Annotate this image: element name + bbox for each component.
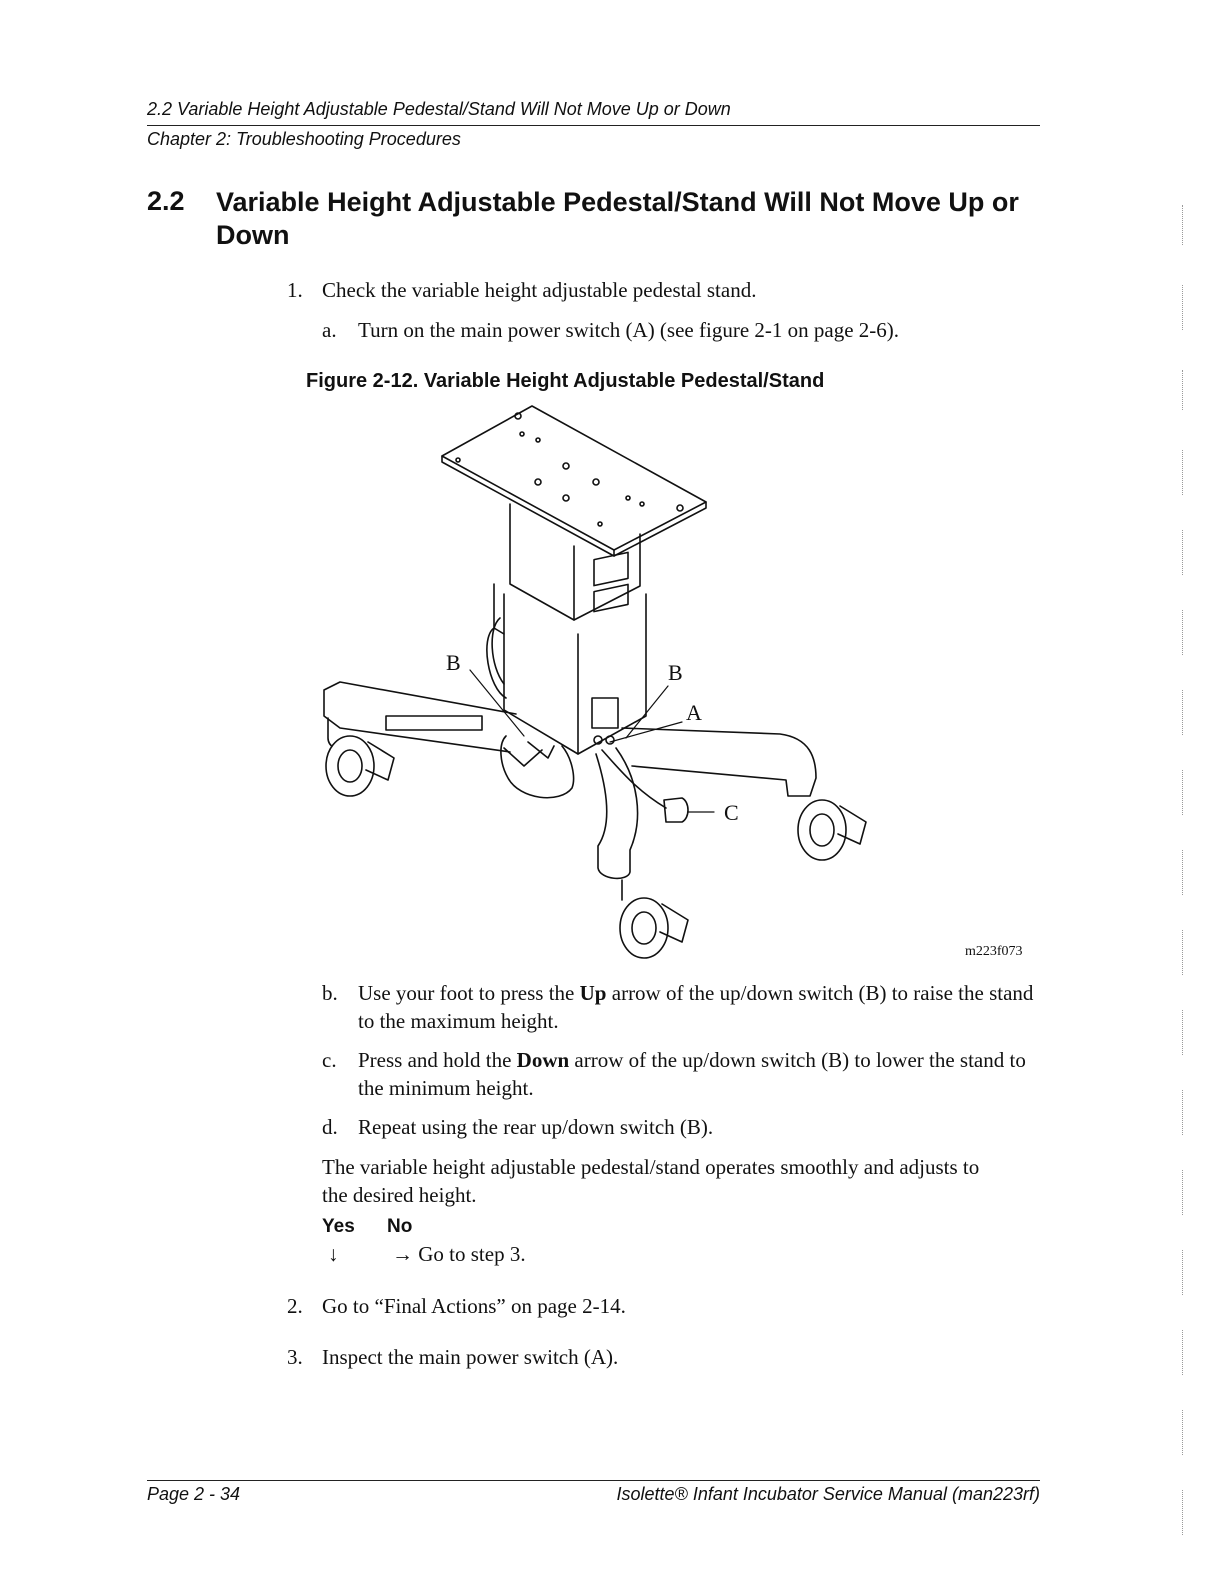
step-2-marker: 2. <box>287 1294 303 1318</box>
scan-tab-mark <box>1166 850 1183 895</box>
header-rule <box>147 125 1040 126</box>
running-header-section: 2.2 Variable Height Adjustable Pedestal/Stand Will Not Move Up or Down <box>147 99 731 119</box>
power-cord <box>602 750 688 822</box>
footer-rule <box>147 1480 1040 1481</box>
step-1d-marker: d. <box>322 1115 338 1139</box>
step-1d-text: Repeat using the rear up/down switch (B). <box>358 1115 714 1139</box>
step-1-marker: 1. <box>287 278 303 302</box>
scan-tab-mark <box>1166 610 1183 655</box>
scan-tab-mark <box>1166 1410 1183 1455</box>
scan-tab-mark <box>1166 1330 1183 1375</box>
top-plate <box>442 406 706 556</box>
step-2-text: Go to “Final Actions” on page 2-14. <box>322 1294 626 1318</box>
scan-tab-mark <box>1166 1170 1183 1215</box>
callout-b-left: B <box>446 650 461 675</box>
step-1c-marker: c. <box>322 1048 337 1072</box>
scan-tab-mark <box>1166 770 1183 815</box>
caster-left <box>326 718 394 796</box>
footer-manual-title: Isolette® Infant Incubator Service Manual (man223rf) <box>616 1484 1040 1504</box>
figure-caption: Figure 2-12. Variable Height Adjustable Pedestal/Stand <box>306 370 825 392</box>
yes-label: Yes <box>322 1216 355 1237</box>
scan-tab-mark <box>1166 370 1183 410</box>
callout-leaders <box>470 670 714 812</box>
callout-b-right: B <box>668 660 683 685</box>
scan-tab-mark <box>1166 930 1183 975</box>
callout-c: C <box>724 800 739 825</box>
scan-tab-mark <box>1166 1010 1183 1055</box>
scan-tab-mark <box>1166 205 1183 245</box>
step-1a-marker: a. <box>322 318 337 342</box>
step-1c-text: Press and hold the Down arrow of the up/down switch (B) to lower the stand to the minimum height. <box>358 1048 1026 1100</box>
scan-tab-mark <box>1166 530 1183 575</box>
section-number: 2.2 <box>147 186 185 216</box>
figure-id: m223f073 <box>965 944 1023 959</box>
caster-right <box>798 800 866 860</box>
scan-tab-mark <box>1166 690 1183 735</box>
check-statement: The variable height adjustable pedestal/stand operates smoothly and adjusts to the desired height. <box>322 1155 980 1207</box>
scan-tab-mark <box>1166 1490 1183 1535</box>
step-3-marker: 3. <box>287 1345 303 1369</box>
base-legs <box>324 682 816 878</box>
pedestal-stand-illustration <box>310 398 1030 968</box>
scan-tab-mark <box>1166 1250 1183 1295</box>
yes-arrow: ↓ <box>328 1242 339 1266</box>
running-header-chapter: Chapter 2: Troubleshooting Procedures <box>147 129 461 149</box>
section-title: Variable Height Adjustable Pedestal/Stand Will Not Move Up or Down <box>216 187 1019 250</box>
caster-front <box>620 880 688 958</box>
no-label: No <box>387 1216 413 1237</box>
step-1b-marker: b. <box>322 981 338 1005</box>
caster-rear <box>492 618 504 684</box>
callout-a: A <box>686 700 702 725</box>
scan-tab-mark <box>1166 1090 1183 1135</box>
step-1a-text: Turn on the main power switch (A) (see figure 2-1 on page 2-6). <box>358 318 900 342</box>
step-1b-text: Use your foot to press the Up arrow of the up/down switch (B) to raise the stand to the maximum height. <box>358 981 1034 1033</box>
step-3-text: Inspect the main power switch (A). <box>322 1345 619 1369</box>
scan-tab-mark <box>1166 285 1183 330</box>
step-1-text: Check the variable height adjustable pedestal stand. <box>322 278 757 302</box>
no-action: → Go to step 3. <box>392 1242 526 1266</box>
footer-page-number: Page 2 - 34 <box>147 1484 241 1504</box>
scan-tab-mark <box>1166 450 1183 495</box>
